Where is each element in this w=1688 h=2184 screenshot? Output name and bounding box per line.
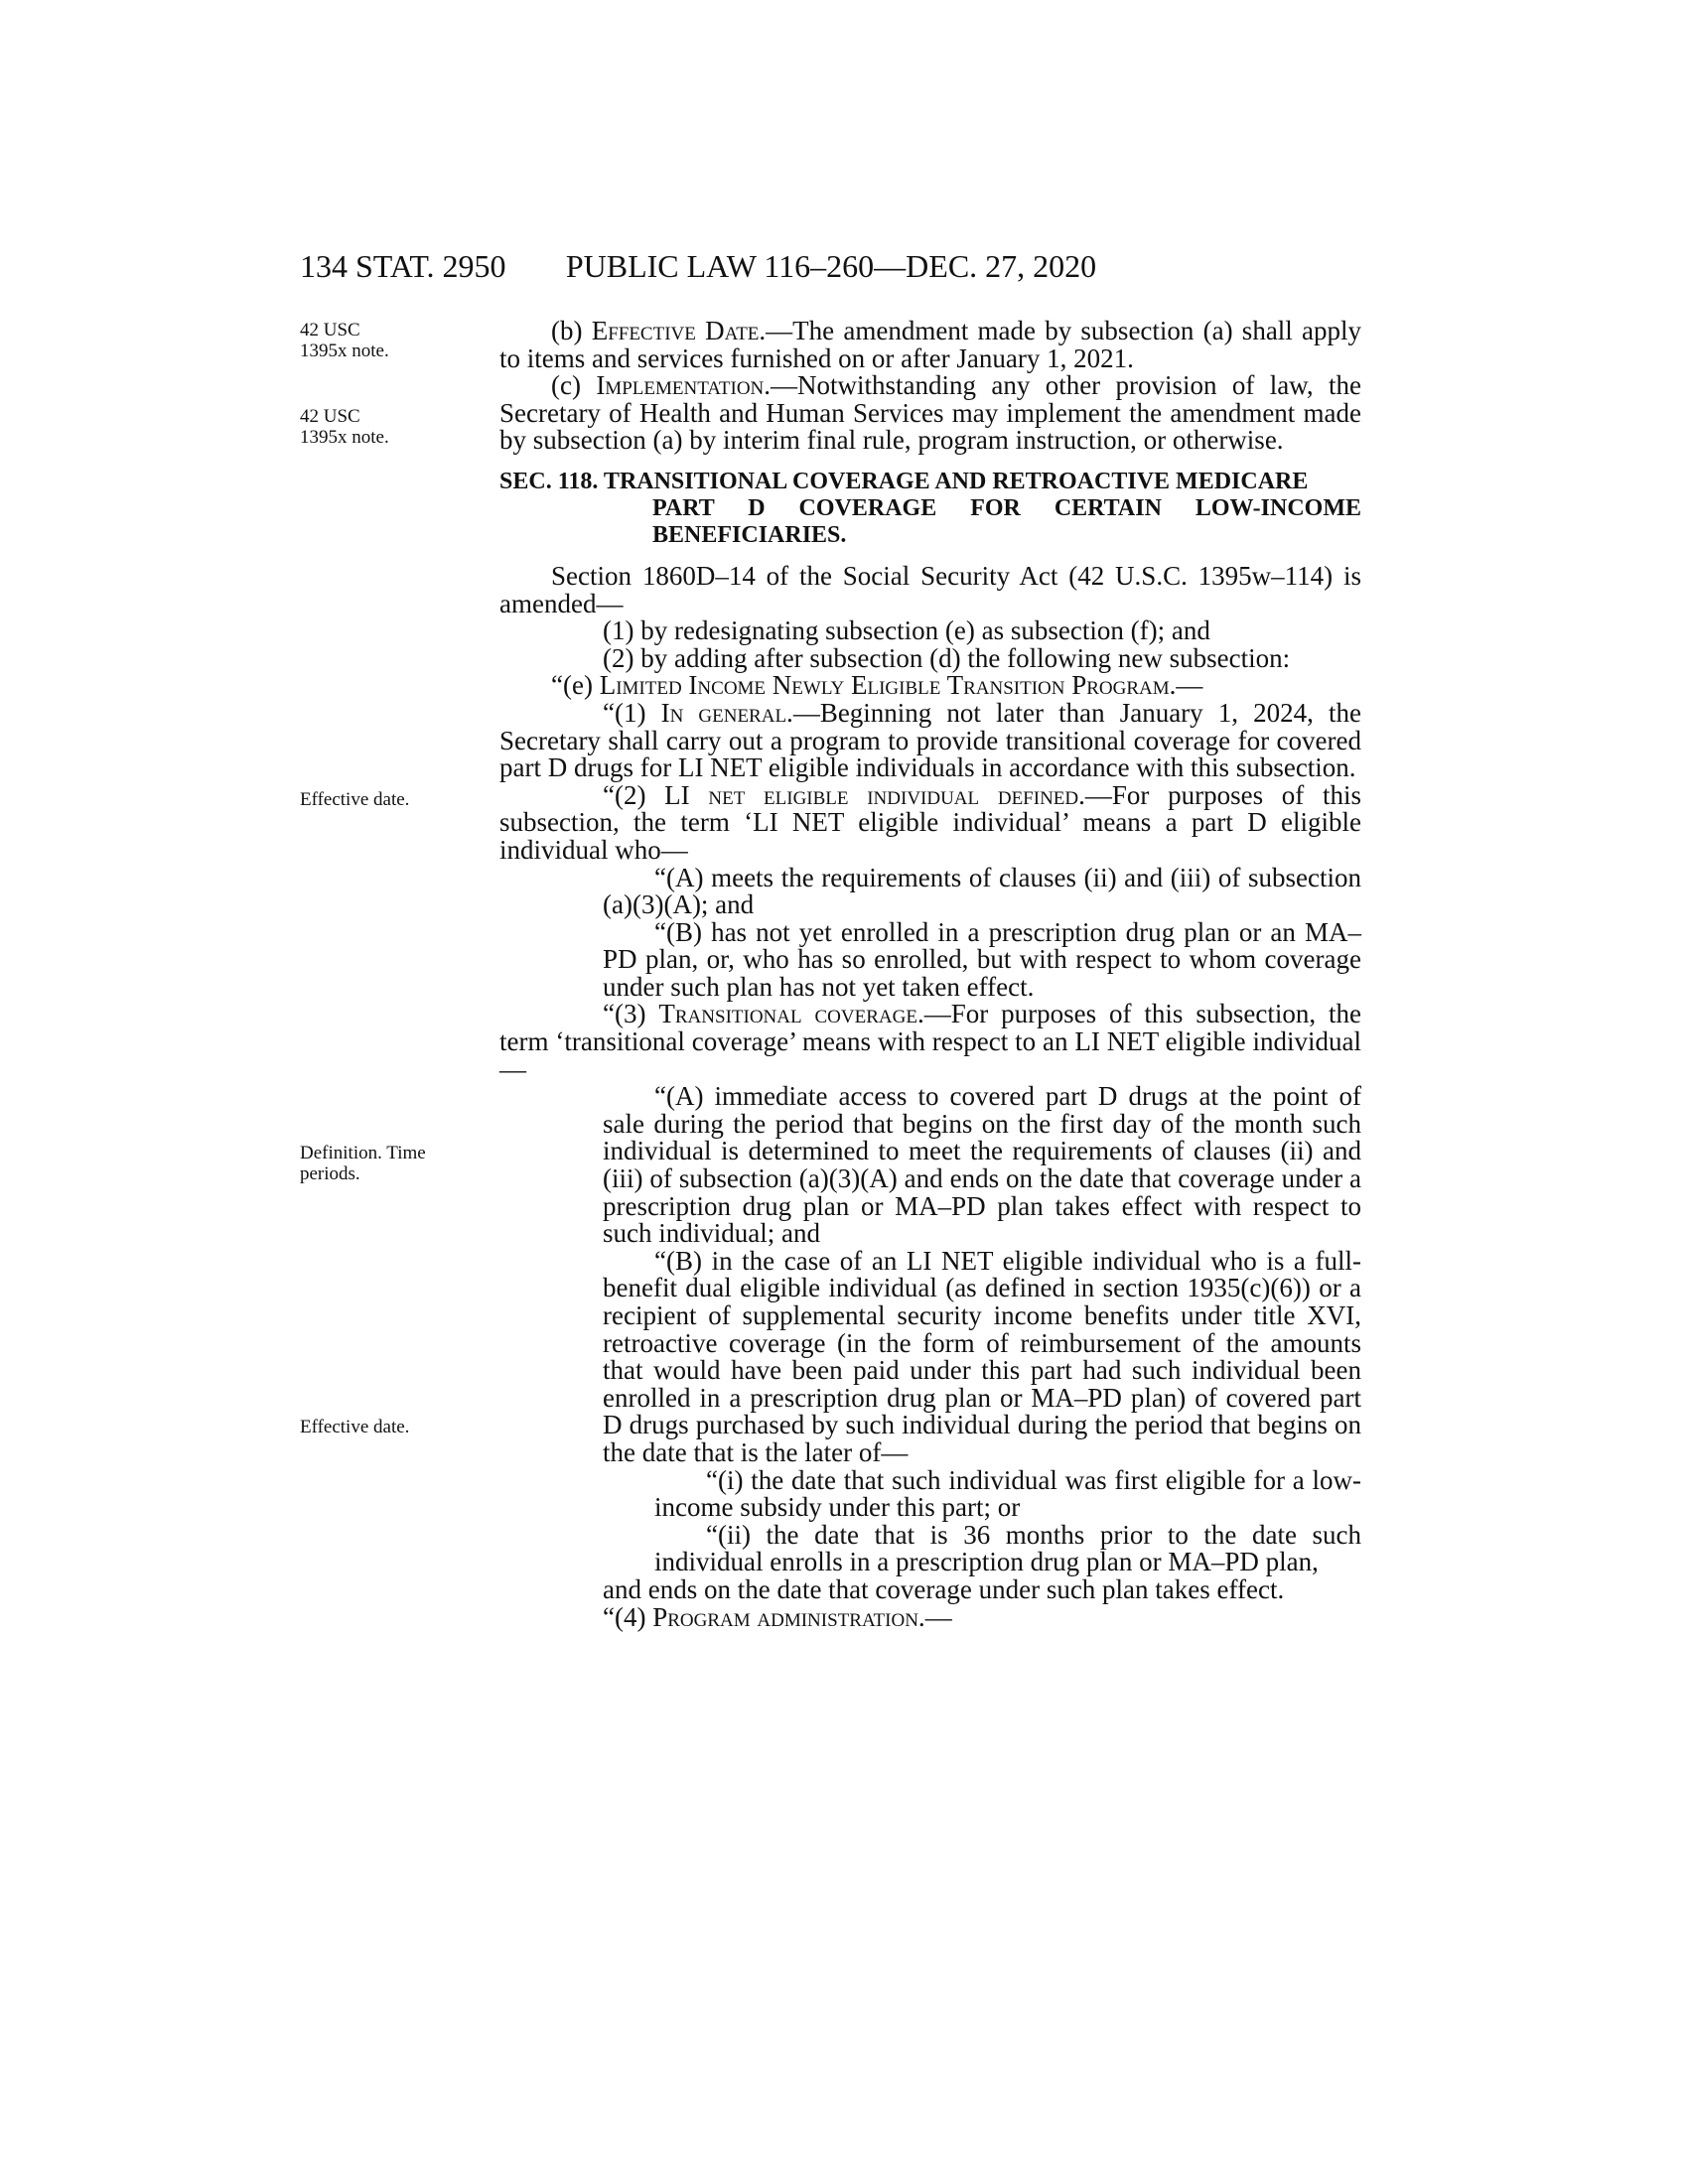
paragraph-3-tail: and ends on the date that coverage under such plan takes effect. xyxy=(603,1573,1285,1604)
section-heading: SEC. 118. TRANSITIONAL COVERAGE AND RETROACTIVE MEDICARE PART D COVERAGE FOR CERTAIN LOW-INCOME BENEFICIARIES. xyxy=(499,468,1361,548)
amendment-item: (1) by redesignating subsection (e) as subsection (f); and xyxy=(603,615,1210,646)
amendment-item: (2) by adding after subsection (d) the following new subsection: xyxy=(603,642,1291,673)
new-subsection-e: “(e) Limited Income Newly Eligible Transition Program.— xyxy=(551,670,1203,701)
margin-note-usc: 42 USC 1395x note. xyxy=(300,406,389,448)
subparagraph-B: “(B) in the case of an LI NET eligible individual who is a full-benefit dual eligible individual (as defined in section 1935(c)(6)) or a recipient of supplemental security income benefits under title XVI, retroactive coverage (in the form of reimbursement of the amounts that would have been paid under this part had such individual been enrolled in a prescription drug plan or MA–PD plan) of covered part D drugs purchased by such individual during the period that begins on the date that is the later of— xyxy=(603,1245,1361,1467)
margin-note-effective-date: Effective date. xyxy=(300,1417,410,1437)
paragraph-heading: Transitional coverage. xyxy=(658,999,924,1029)
subparagraph-B: “(B) has not yet enrolled in a prescription drug plan or an MA–PD plan, or, who has so enrolled, but with respect to whom coverage under such plan has not yet taken effect. xyxy=(603,916,1361,1002)
law-title: PUBLIC LAW 116–260—DEC. 27, 2020 xyxy=(565,248,1097,284)
page-header xyxy=(300,248,1362,288)
statute-body xyxy=(499,318,1361,1631)
paragraph-heading: In general. xyxy=(660,697,793,728)
subsection-heading: Limited Income Newly Eligible Transition Program. xyxy=(599,670,1177,701)
stat-page-number: 134 STAT. 2950 xyxy=(300,248,506,284)
subsection-heading: Implementation. xyxy=(596,370,772,401)
margin-note-effective-date: Effective date. xyxy=(300,789,410,810)
paragraph-1: “(1) In general.—Beginning not later than January 1, 2024, the Secretary shall carry out a program to provide transitional coverage for covered part D drugs for LI NET eligible individuals in accordance with this subsection. xyxy=(499,697,1361,783)
paragraph-3: “(3) Transitional coverage.—For purposes of this subsection, the term ‘transitional coverage’ means with respect to an LI NET eligible individual— xyxy=(499,999,1361,1084)
margin-note-definition: Definition. Time periods. xyxy=(300,1143,426,1184)
paragraph-heading: net eligible individual defined. xyxy=(708,779,1085,810)
subsection-heading: Effective Date. xyxy=(591,316,767,345)
paragraph-2: “(2) LI net eligible individual defined.—For purposes of this subsection, the term ‘LI NET eligible individual’ means a part D eligible individual who— xyxy=(499,779,1362,865)
subparagraph-A: “(A) immediate access to covered part D drugs at the point of sale during the period that begins on the first day of the month such individual is determined to meet the requirements of clauses (ii) and (iii) of subsection (a)(3)(A) and ends on the date that coverage under a prescription drug plan or MA–PD plan takes effect with respect to such individual; and xyxy=(603,1081,1361,1249)
paragraph-heading: Program administration. xyxy=(652,1601,925,1632)
paragraph-4: “(4) Program administration.— xyxy=(603,1601,952,1632)
subparagraph-A: “(A) meets the requirements of clauses (ii) and (iii) of subsection (a)(3)(A); and xyxy=(603,862,1361,920)
subsection-b: (b) Effective Date.—The amendment made by subsection (a) shall apply to items and services furnished on or after January 1, 2021. xyxy=(499,316,1361,373)
clause-i: “(i) the date that such individual was first eligible for a low-income subsidy under this part; or xyxy=(654,1464,1361,1523)
subsection-c: (c) Implementation.—Notwithstanding any other provision of law, the Secretary of Health and Human Services may implement the amendment made by subsection (a) by interim final rule, program instruction, or otherwise. xyxy=(499,370,1361,456)
margin-note-usc: 42 USC 1395x note. xyxy=(300,320,389,361)
clause-ii: “(ii) the date that is 36 months prior to the date such individual enrolls in a prescription drug plan or MA–PD plan, xyxy=(654,1519,1361,1577)
section-intro: Section 1860D–14 of the Social Security Act (42 U.S.C. 1395w–114) is amended— xyxy=(499,560,1361,618)
